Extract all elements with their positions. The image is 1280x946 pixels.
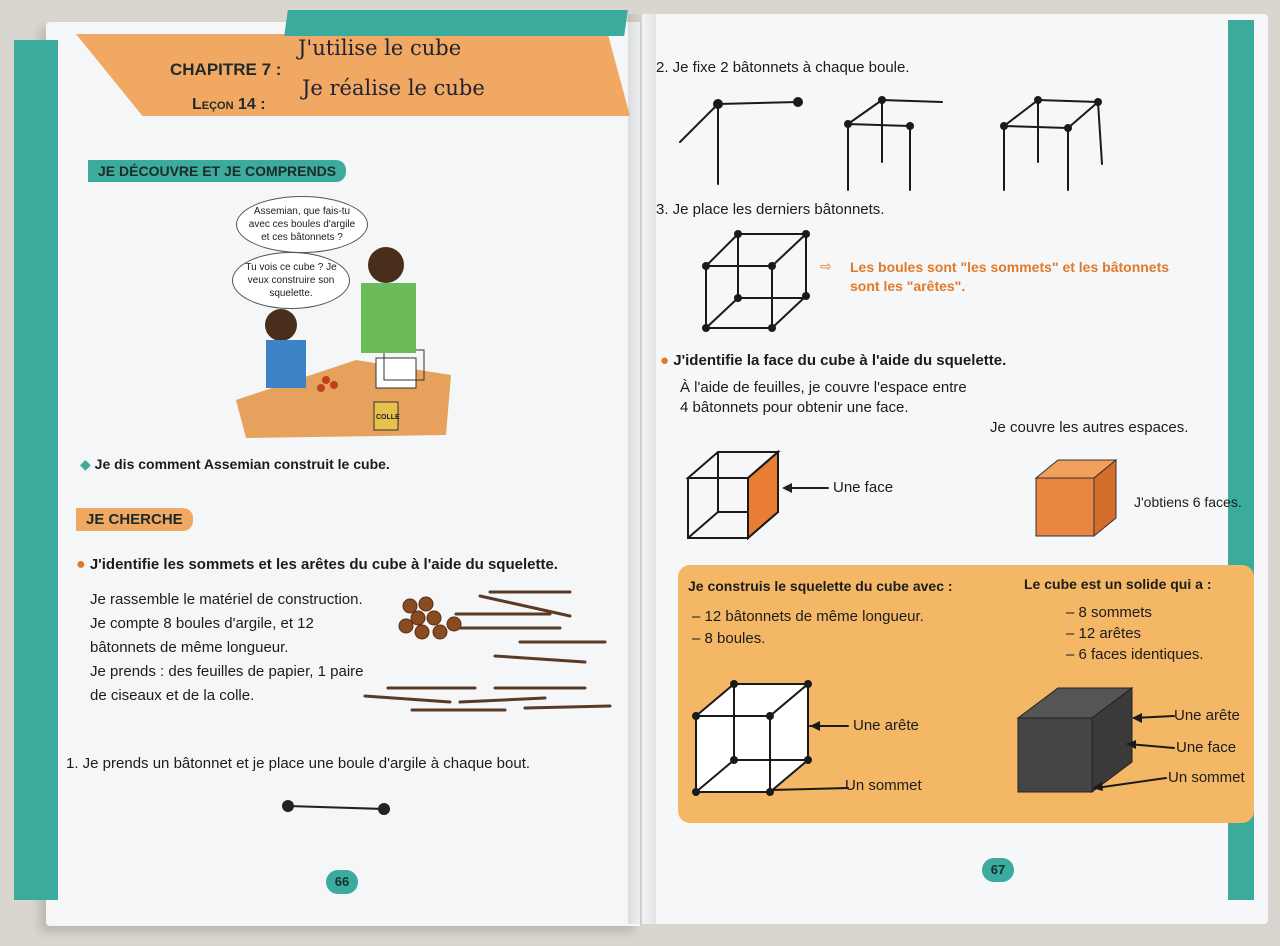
note-line: sont les "arêtes". xyxy=(850,278,966,294)
cover-text: Je couvre les autres espaces. xyxy=(990,419,1189,436)
paragraph-line: Je prends : des feuilles de papier, 1 paire xyxy=(90,663,364,680)
panel-right-item: – 8 sommets xyxy=(1066,604,1152,621)
face-heading-text: J'identifie la face du cube à l'aide du squelette. xyxy=(673,352,1007,369)
panel-right-heading: Le cube est un solide qui a : xyxy=(1024,576,1212,592)
label-sommet: Un sommet xyxy=(845,777,922,794)
speech-bubble-answer: Tu vois ce cube ? Je veux construire son squelette. xyxy=(232,252,350,309)
face-paragraph xyxy=(680,378,967,418)
page-number-right: 67 xyxy=(982,858,1014,882)
step-1: 1. Je prends un bâtonnet et je place une boule d'argile à chaque bout. xyxy=(66,755,531,772)
orange-bullet-icon: ● xyxy=(76,556,86,573)
instruction-1 xyxy=(80,456,390,473)
arrow-right-icon: ⇨ xyxy=(820,258,832,274)
panel-left-list xyxy=(692,606,924,650)
material-paragraph xyxy=(90,588,390,708)
step-2-illustrations xyxy=(670,90,1120,200)
label-une-face: Une face xyxy=(833,479,894,496)
face-text-line: À l'aide de feuilles, je couvre l'espace entre xyxy=(680,379,967,396)
label-face-solid: Une face xyxy=(1176,739,1237,756)
step-3: 3. Je place les derniers bâtonnets. xyxy=(656,201,885,218)
section-search-heading: JE CHERCHE xyxy=(76,508,193,531)
vertex-edge-note xyxy=(850,258,1169,296)
solid-orange-cube xyxy=(1032,456,1122,540)
glue-label: COLLE xyxy=(376,414,400,421)
book-spine xyxy=(628,14,656,924)
panel-right-list xyxy=(1066,602,1204,665)
stick-with-two-balls xyxy=(276,796,396,820)
speech-bubble-question: Assemian, que fais-tu avec ces boules d'argile et ces bâtonnets ? xyxy=(236,196,368,253)
paragraph-line: de ciseaux et de la colle. xyxy=(90,687,255,704)
orange-bullet-icon: ● xyxy=(660,352,670,369)
labeled-cube-skeleton xyxy=(690,676,850,802)
lesson-label: Leçon 14 : xyxy=(192,96,266,113)
arrow-left-icon xyxy=(780,480,830,496)
panel-left-item: – 8 boules. xyxy=(692,630,766,647)
left-teal-border xyxy=(14,40,58,900)
page-number-left: 66 xyxy=(326,870,358,894)
chapter-banner-teal xyxy=(284,10,628,36)
face-text-line: 4 bâtonnets pour obtenir une face. xyxy=(680,399,909,416)
cube-one-face-covered xyxy=(682,448,792,548)
panel-left-heading: Je construis le squelette du cube avec : xyxy=(688,578,953,594)
paragraph-line: Je rassemble le matériel de construction. xyxy=(90,591,363,608)
step-2: 2. Je fixe 2 bâtonnets à chaque boule. xyxy=(656,59,910,76)
label-arete-solid: Une arête xyxy=(1174,707,1240,724)
diamond-bullet-icon: ◆ xyxy=(80,456,91,472)
section-discover-heading: JE DÉCOUVRE ET JE COMPRENDS xyxy=(88,160,346,182)
paragraph-line: bâtonnets de même longueur. xyxy=(90,639,289,656)
identify-heading xyxy=(76,556,558,574)
six-faces-text: J'obtiens 6 faces. xyxy=(1134,494,1242,510)
panel-left-item: – 12 bâtonnets de même longueur. xyxy=(692,608,924,625)
identify-heading-text: J'identifie les sommets et les arêtes du cube à l'aide du squelette. xyxy=(89,556,558,573)
face-heading xyxy=(660,352,1006,369)
paragraph-line: Je compte 8 boules d'argile, et 12 xyxy=(90,615,314,632)
material-illustration xyxy=(360,590,620,720)
left-page xyxy=(46,22,640,926)
note-line: Les boules sont "les sommets" et les bâtonnets xyxy=(850,259,1170,275)
lesson-title: Je réalise le cube xyxy=(302,76,485,100)
label-arete: Une arête xyxy=(853,717,919,734)
labeled-solid-cube xyxy=(1016,684,1176,796)
instruction-1-text: Je dis comment Assemian construit le cube. xyxy=(94,456,390,472)
panel-right-item: – 12 arêtes xyxy=(1066,625,1142,642)
cube-skeleton-complete xyxy=(696,226,816,336)
chapter-title: J'utilise le cube xyxy=(298,36,462,60)
label-sommet-solid: Un sommet xyxy=(1168,769,1245,786)
panel-right-item: – 6 faces identiques. xyxy=(1066,646,1204,663)
chapter-label: CHAPITRE 7 : xyxy=(170,60,282,79)
